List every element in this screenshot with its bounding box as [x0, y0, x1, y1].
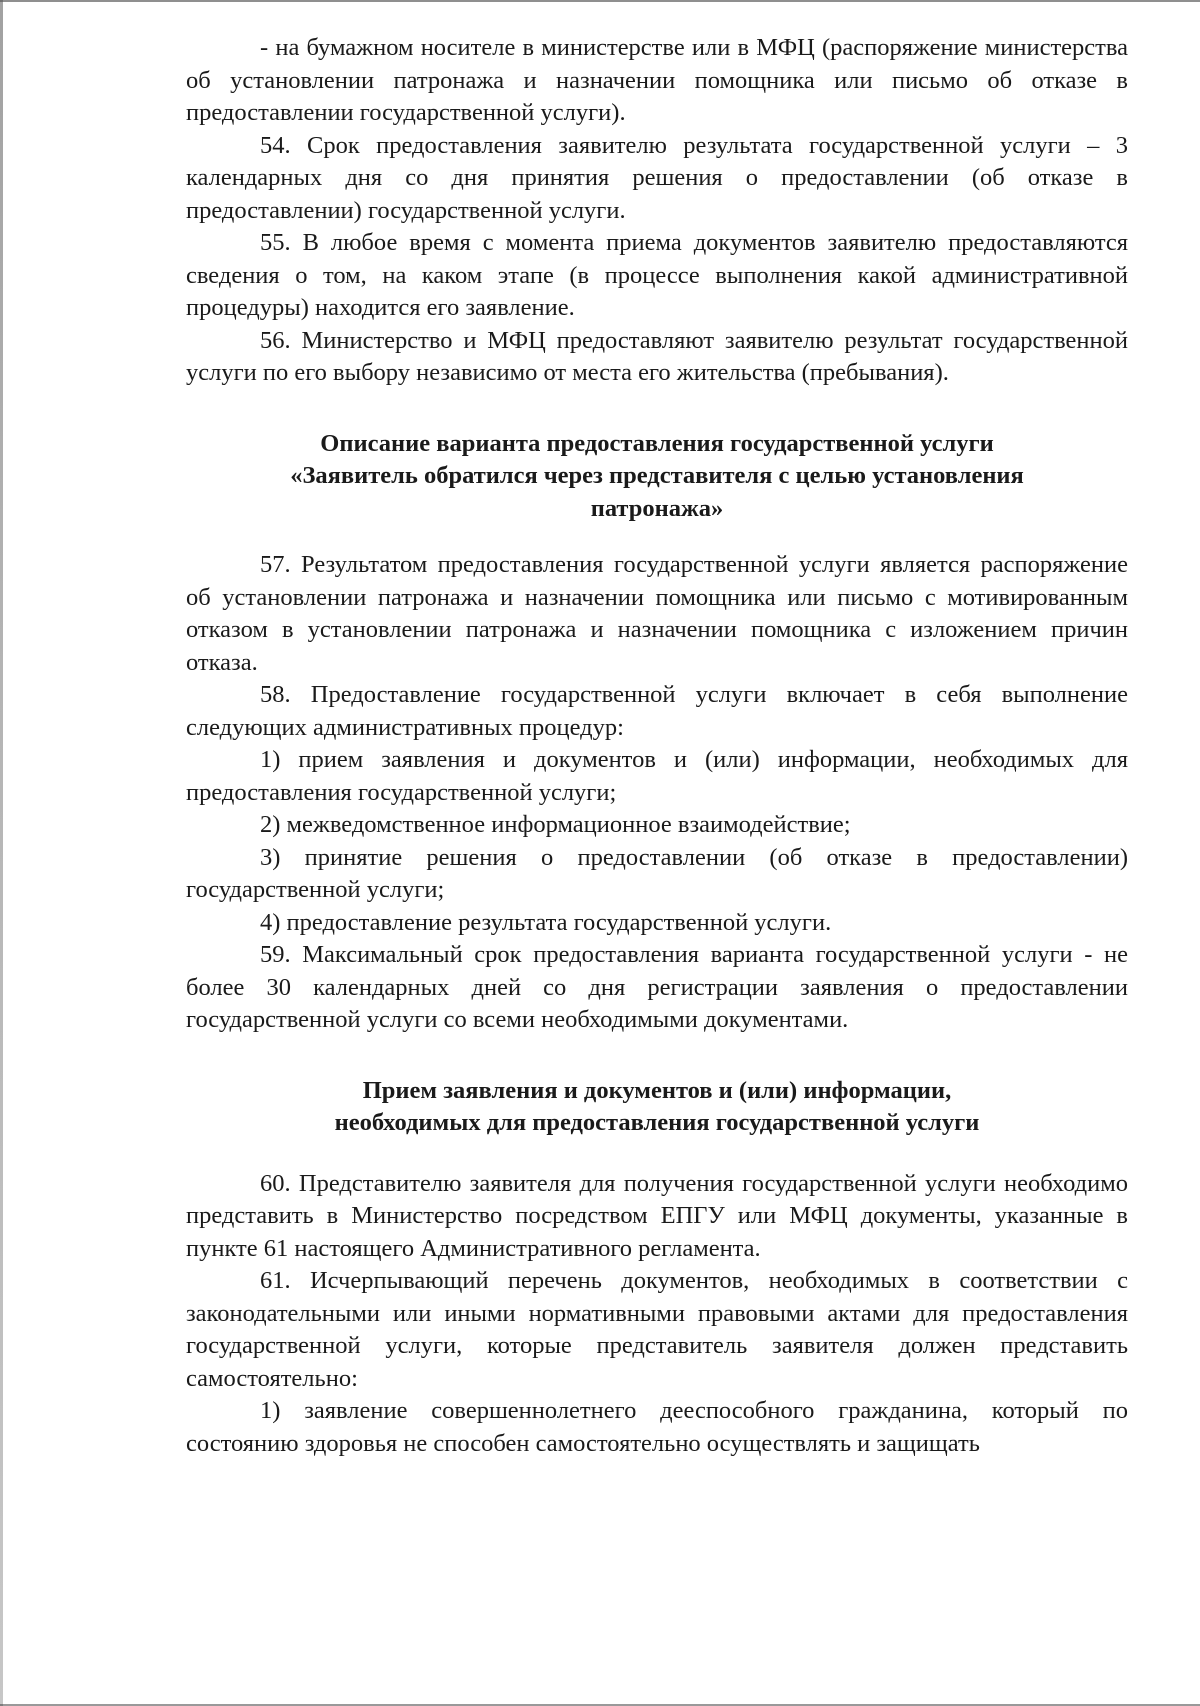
- heading-reception-line-2: необходимых для предоставления государственной услуги: [334, 1109, 980, 1136]
- procedure-item-3: 3) принятие решения о предоставлении (об отказе в предоставлении) государственной услуги;: [186, 843, 1128, 903]
- heading-reception-line-1: Прием заявления и документов и (или) информации,: [362, 1076, 952, 1104]
- paragraph-59: 59. Максимальный срок предоставления варианта государственной услуги - не более 30 календарных дней со дня регистрации заявления о предоставлении государственной услуги со всеми необходимыми документами.: [186, 941, 1128, 1033]
- paragraph-61: 61. Исчерпывающий перечень документов, необходимых в соответствии с законодательными или иными нормативными правовыми актами для предоставления государственной услуги, которые представитель заявителя должен представить самостоятельно:: [186, 1267, 1128, 1392]
- scan-edge-left: [0, 0, 3, 1706]
- paragraph-54: 54. Срок предоставления заявителю результата государственной услуги – 3 календарных дня со дня принятия решения о предоставлении (об отказе в предоставлении) государственной услуги.: [186, 131, 1128, 224]
- document-page: [186, 32, 1128, 1460]
- document-item-1: 1) заявление совершеннолетнего дееспособного гражданина, который по состоянию здоровья не способен самостоятельно осуществлять и защищать: [186, 1397, 1128, 1457]
- heading-variant-line-2: «Заявитель обратился через представителя с целью установления: [290, 462, 1024, 489]
- paragraph-57: 57. Результатом предоставления государственной услуги является распоряжение об установлении патронажа и назначении помощника или письмо с мотивированным отказом в установлении патронажа и назначении помощника с изложением причин отказа.: [186, 551, 1128, 676]
- paragraph-56: 56. Министерство и МФЦ предоставляют заявителю результат государственной услуги по его выбору независимо от места его жительства (пребывания).: [186, 326, 1128, 386]
- section-heading-reception: [186, 1075, 1128, 1140]
- paragraph-55: 55. В любое время с момента приема документов заявителю предоставляются сведения о том, на каком этапе (в процессе выполнения какой административной процедуры) находится его заявление.: [186, 229, 1128, 321]
- procedure-item-2: 2) межведомственное информационное взаимодействие;: [260, 811, 851, 838]
- scan-edge-top: [0, 0, 1200, 2]
- heading-variant-line-3: патронажа»: [590, 494, 724, 522]
- procedure-item-1: 1) прием заявления и документов и (или) информации, необходимых для предоставления государственной услуги;: [186, 746, 1128, 806]
- paragraph-58: 58. Предоставление государственной услуги включает в себя выполнение следующих административных процедур:: [186, 681, 1128, 741]
- procedure-item-4: 4) предоставление результата государственной услуги.: [260, 908, 832, 936]
- heading-variant-line-1: Описание варианта предоставления государственной услуги: [320, 429, 994, 457]
- paragraph-60: 60. Представителю заявителя для получения государственной услуги необходимо представить в Министерство посредством ЕПГУ или МФЦ документы, указанные в пункте 61 настоящего Административного регламента.: [186, 1169, 1128, 1262]
- section-heading-variant: [186, 428, 1128, 526]
- paragraph-paper-result: - на бумажном носителе в министерстве или в МФЦ (распоряжение министерства об установлении патронажа и назначении помощника или письмо об отказе в предоставлении государственной услуги).: [186, 34, 1128, 126]
